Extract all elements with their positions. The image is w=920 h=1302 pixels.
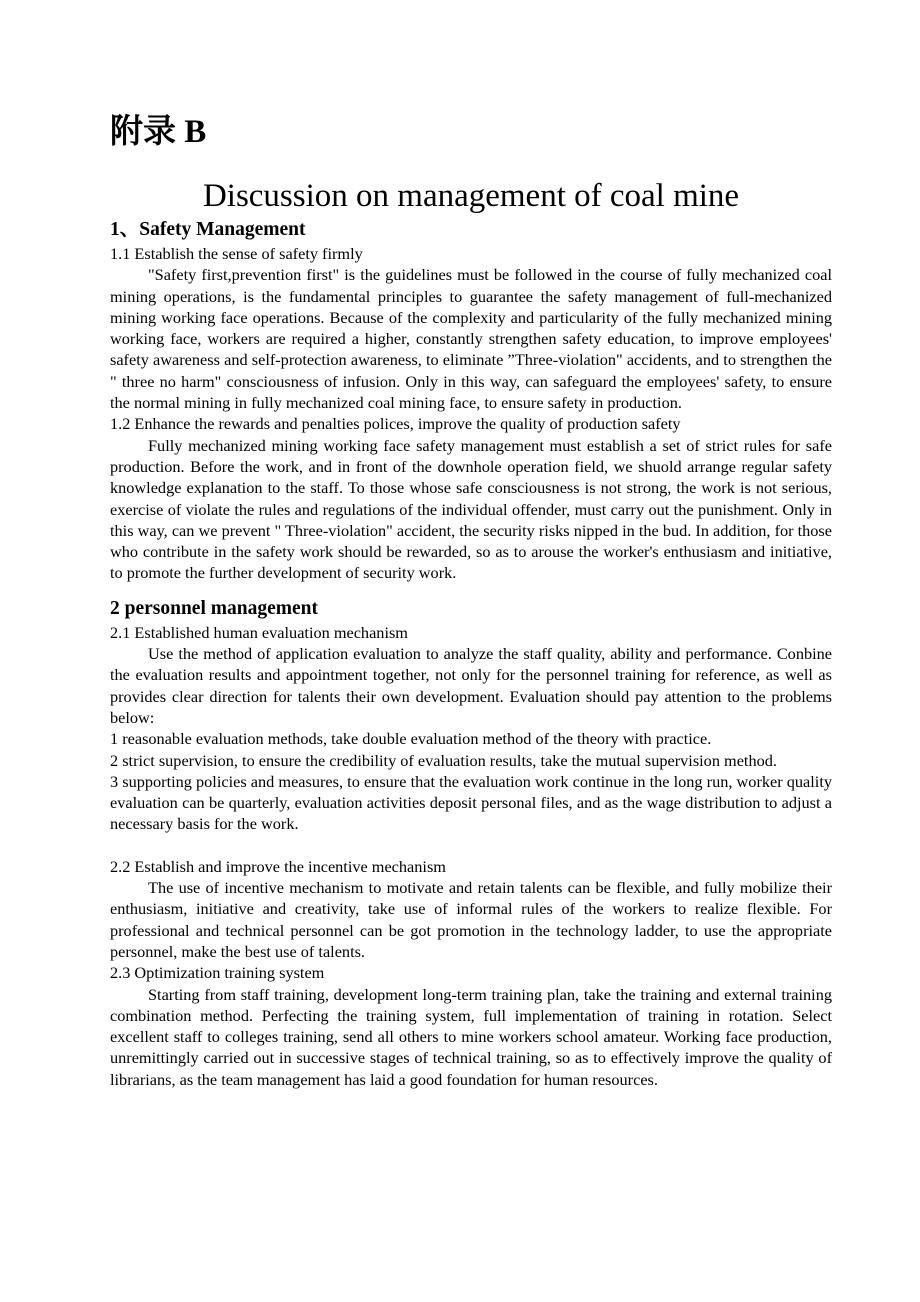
subsection-2-1-heading: 2.1 Established human evaluation mechanism — [110, 622, 408, 642]
appendix-label: 附录 B — [110, 114, 207, 150]
section-spacer — [110, 584, 832, 596]
evaluation-item-2: 2 strict supervision, to ensure the credibility of evaluation results, take the mutual supervision method. — [110, 750, 777, 770]
subsection-2-3-heading: 2.3 Optimization training system — [110, 963, 325, 983]
blank-line — [110, 835, 832, 856]
section-1-heading: 1、Safety Management — [110, 219, 306, 240]
subsection-2-2-paragraph: The use of incentive mechanism to motivate and retain talents can be flexible, and fully mobilize their enthusiasm, initiative and creativity, take use of informal rules of the workers to realize flexible. For professional and technical personnel can be got promotion in the technology ladder, to use the appropriate personnel, make the best use of talents. — [110, 878, 832, 961]
document-body — [110, 217, 832, 1090]
subsection-1-2-heading: 1.2 Enhance the rewards and penalties polices, improve the quality of production safety — [110, 414, 681, 434]
evaluation-item-3: 3 supporting policies and measures, to ensure that the evaluation work continue in the long run, worker quality evaluation can be quarterly, evaluation activities deposit personal files, and as the wage distribution to adjust a necessary basis for the work. — [110, 771, 832, 834]
subsection-1-2-paragraph: Fully mechanized mining working face safety management must establish a set of strict rules for safe production. Before the work, and in front of the downhole operation field, we shuold arrange regular safety knowledge explanation to the staff. To those whose safe consciousness is not strong, the work is not serious, exercise of violate the rules and regulations of the individual offender, must carry out the punishment. Only in this way, can we prevent " Three-violation" accident, the security risks nipped in the bud. In addition, for those who contribute in the safety work should be rewarded, so as to arouse the worker's enthusiasm and initiative, to promote the further development of security work. — [110, 435, 832, 583]
evaluation-item-1: 1 reasonable evaluation methods, take double evaluation method of the theory with practice. — [110, 729, 712, 749]
subsection-2-1-paragraph: Use the method of application evaluation to analyze the staff quality, ability and performance. Conbine the evaluation results and appointment together, not only for the personnel training for reference, as well as provides clear direction for talents their own development. Evaluation should pay attention to the problems below: — [110, 644, 832, 727]
subsection-2-2-heading: 2.2 Establish and improve the incentive mechanism — [110, 856, 446, 876]
section-2-heading: 2 personnel management — [110, 597, 318, 619]
subsection-1-1-paragraph: "Safety first,prevention first" is the guidelines must be followed in the course of fully mechanized coal mining operations, is the fundamental principles to guarantee the safety management of full-mechanized mining working face operations. Because of the complexity and particularity of the fully mechanized mining working face, workers are required a higher, constantly strengthen safety education, to improve employees' safety awareness and self-protection awareness, to eliminate ”Three-violation" accidents, and to strengthen the " three no harm" consciousness of infusion. Only in this way, can safeguard the employees' safety, to ensure the normal mining in fully mechanized coal mining face, to ensure safety in production. — [110, 265, 832, 413]
document-title: Discussion on management of coal mine — [202, 178, 740, 214]
subsection-2-3-paragraph: Starting from staff training, development long-term training plan, take the training and external training combination method. Perfecting the training system, full implementation of training in rotation. Select excellent staff to colleges training, send all others to mine workers school amateur. Working face production, unremittingly carried out in successive stages of technical training, so as to effectively improve the quality of librarians, as the team management has laid a good foundation for human resources. — [110, 984, 832, 1089]
subsection-1-1-heading: 1.1 Establish the sense of safety firmly — [110, 244, 363, 263]
